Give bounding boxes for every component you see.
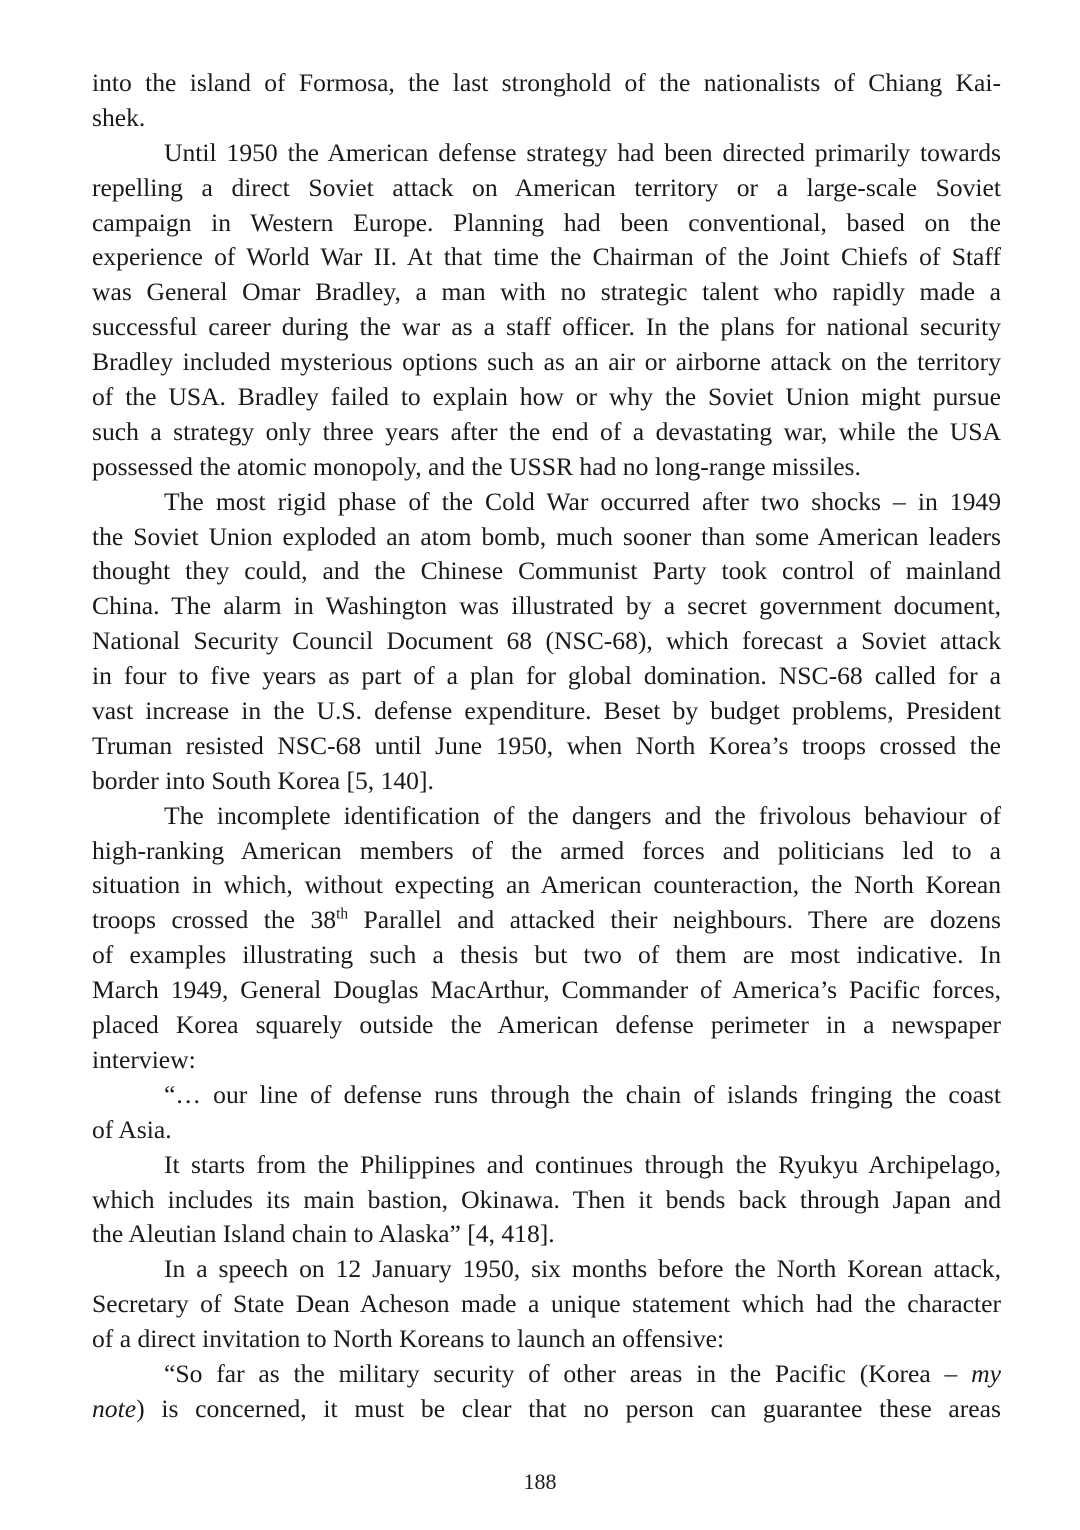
paragraph: [92, 485, 1001, 799]
text-line: successful career during the war as a staff officer. In the plans for national security: [92, 312, 1001, 342]
text-line: “So far as the military security of other areas in the Pacific (Korea – my: [164, 1358, 1001, 1388]
paragraph: [92, 1252, 1001, 1357]
text-line: in four to five years as part of a plan for global domination. NSC-68 called for a: [92, 661, 1001, 691]
text-line: of examples illustrating such a thesis but two of them are most indicative. In: [92, 940, 1001, 970]
text-line: into the island of Formosa, the last stronghold of the nationalists of Chiang Kai-: [92, 68, 1001, 97]
text-line: interview:: [92, 1044, 196, 1074]
text-line: experience of World War II. At that time the Chairman of the Joint Chiefs of Staff: [92, 242, 1001, 272]
paragraph: [92, 136, 1001, 485]
text-line: high-ranking American members of the armed forces and politicians led to a: [92, 835, 1001, 865]
italic-text: my: [971, 1358, 1001, 1388]
text-line: placed Korea squarely outside the American defense perimeter in a newspaper: [92, 1010, 1001, 1040]
text-line: campaign in Western Europe. Planning had been conventional, based on the: [92, 207, 1001, 237]
text-line: “… our line of defense runs through the chain of islands fringing the coast: [164, 1079, 1001, 1109]
text-line: the Soviet Union exploded an atom bomb, much sooner than some American leaders: [92, 521, 1001, 551]
text-line: such a strategy only three years after the end of a devastating war, while the USA: [92, 416, 1001, 446]
text-line: The most rigid phase of the Cold War occurred after two shocks – in 1949: [164, 486, 1001, 516]
text-line: repelling a direct Soviet attack on American territory or a large-scale Soviet: [92, 172, 1001, 202]
text-line: the Aleutian Island chain to Alaska” [4, 418].: [92, 1219, 555, 1249]
text-line: of Asia.: [92, 1114, 172, 1144]
paragraph: [92, 66, 1001, 136]
paragraph: [92, 1357, 1001, 1427]
paragraph: [92, 1148, 1001, 1253]
text-line: It starts from the Philippines and continues through the Ryukyu Archipelago,: [164, 1149, 1001, 1179]
page-body: [92, 66, 1001, 1427]
text-line: of the USA. Bradley failed to explain how or why the Soviet Union might pursue: [92, 382, 1001, 412]
text-line: shek.: [92, 102, 146, 132]
text-line: thought they could, and the Chinese Communist Party took control of mainland: [92, 556, 1001, 586]
text-line: March 1949, General Douglas MacArthur, Commander of America’s Pacific forces,: [92, 975, 1001, 1005]
text-line: China. The alarm in Washington was illustrated by a secret government document,: [92, 591, 1001, 621]
text-line: note) is concerned, it must be clear that no person can guarantee these areas: [92, 1393, 1001, 1423]
text-line: In a speech on 12 January 1950, six months before the North Korean attack,: [164, 1254, 1001, 1284]
page-number: 188: [523, 1469, 557, 1494]
text-line: vast increase in the U.S. defense expenditure. Beset by budget problems, President: [92, 696, 1001, 726]
text-line: which includes its main bastion, Okinawa. Then it bends back through Japan and: [92, 1184, 1001, 1214]
text-line: of a direct invitation to North Koreans to launch an offensive:: [92, 1324, 725, 1354]
paragraph: [92, 1078, 1001, 1148]
text-line: Bradley included mysterious options such as an air or airborne attack on the territory: [92, 347, 1001, 377]
text-line: was General Omar Bradley, a man with no strategic talent who rapidly made a: [92, 277, 1001, 307]
paragraph: [92, 799, 1001, 1078]
text-line: Truman resisted NSC-68 until June 1950, when North Korea’s troops crossed the: [92, 730, 1001, 760]
text-line: situation in which, without expecting an American counteraction, the North Korean: [92, 870, 1001, 900]
text-line: Secretary of State Dean Acheson made a unique statement which had the character: [92, 1289, 1001, 1319]
italic-text: note: [92, 1393, 137, 1423]
text-line: National Security Council Document 68 (NSC-68), which forecast a Soviet attack: [92, 626, 1001, 656]
text-line: possessed the atomic monopoly, and the USSR had no long-range missiles.: [92, 451, 861, 481]
text-line: The incomplete identification of the dangers and the frivolous behaviour of: [164, 800, 1001, 830]
text-line: border into South Korea [5, 140].: [92, 765, 434, 795]
superscript: th: [336, 905, 349, 923]
text-line: troops crossed the 38th Parallel and attacked their neighbours. There are dozens: [92, 905, 1001, 935]
text-line: Until 1950 the American defense strategy had been directed primarily towards: [164, 137, 1001, 167]
